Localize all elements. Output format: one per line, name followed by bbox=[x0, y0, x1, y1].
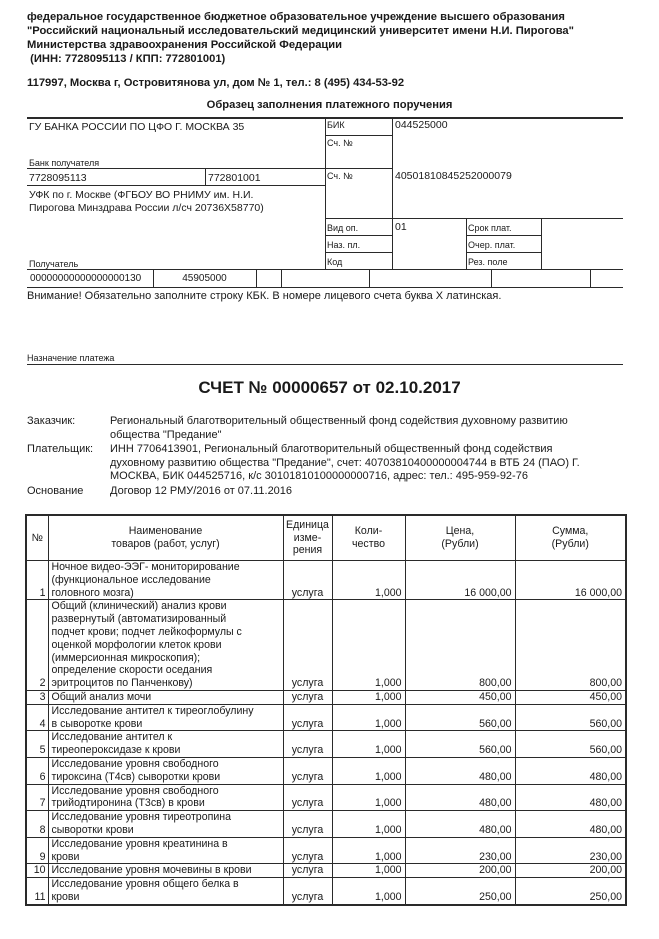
item-name-line: развернутый (автоматизированный bbox=[51, 613, 227, 626]
item-sum: 16 000,00 bbox=[515, 561, 626, 600]
customer-label: Заказчик: bbox=[27, 415, 76, 427]
item-name bbox=[48, 561, 283, 600]
vid-op-value: 01 bbox=[395, 221, 407, 233]
table-row bbox=[26, 690, 626, 704]
item-unit: услуга bbox=[283, 864, 332, 878]
item-name bbox=[48, 690, 283, 704]
rule bbox=[256, 269, 257, 287]
oktmo-value: 45905000 bbox=[182, 273, 227, 284]
payer-line-3: МОСКВА, БИК 044525716, к/с 30101810100000000716, адрес: тел.: 495-959-92-76 bbox=[110, 470, 528, 482]
item-name-line: подчет крови; подчет лейкоформулы с bbox=[51, 625, 242, 638]
item-price: 560,00 bbox=[405, 704, 515, 731]
rez-pole-label: Рез. поле bbox=[468, 257, 508, 267]
table-row bbox=[26, 878, 626, 905]
item-unit: услуга bbox=[283, 704, 332, 731]
item-price: 800,00 bbox=[405, 600, 515, 691]
item-name-line: Исследование уровня свободного bbox=[51, 784, 219, 797]
item-sum: 450,00 bbox=[515, 690, 626, 704]
item-qty: 1,000 bbox=[332, 784, 405, 811]
item-name-line: Исследование антител к bbox=[51, 731, 173, 744]
item-price: 200,00 bbox=[405, 864, 515, 878]
item-unit: услуга bbox=[283, 784, 332, 811]
item-name bbox=[48, 864, 283, 878]
table-row bbox=[26, 600, 626, 691]
item-name-line: определение скорости оседания bbox=[51, 664, 213, 677]
item-price: 480,00 bbox=[405, 811, 515, 838]
table-row bbox=[26, 811, 626, 838]
item-qty: 1,000 bbox=[332, 757, 405, 784]
item-qty: 1,000 bbox=[332, 864, 405, 878]
col-header-unit-line-3: рения bbox=[292, 544, 323, 557]
recipient-label: Получатель bbox=[29, 259, 79, 269]
item-qty: 1,000 bbox=[332, 731, 405, 758]
account-value: 40501810845252000079 bbox=[395, 170, 512, 182]
item-name-line: в сыворотке крови bbox=[51, 717, 143, 730]
item-price: 230,00 bbox=[405, 837, 515, 864]
kod-label: Код bbox=[327, 257, 343, 267]
col-header-name-line-1: Наименование bbox=[128, 525, 203, 538]
table-row bbox=[26, 704, 626, 731]
rule bbox=[325, 235, 392, 236]
kbk-value: 00000000000000000130 bbox=[30, 273, 142, 284]
customer-line-2: общества "Предание" bbox=[110, 428, 222, 441]
item-name-line: крови bbox=[51, 890, 80, 903]
invoice-title: СЧЕТ № 00000657 от 02.10.2017 bbox=[198, 378, 461, 397]
col-header-unit bbox=[283, 515, 332, 561]
payment-purpose-label: Назначение платежа bbox=[27, 353, 115, 363]
bik-label: БИК bbox=[327, 120, 345, 130]
rule bbox=[325, 117, 326, 269]
payer-value bbox=[110, 443, 630, 484]
item-name-line: Исследование антител к тиреоглобулину bbox=[51, 704, 254, 717]
naz-pl-label: Наз. пл. bbox=[327, 240, 361, 250]
recipient-name-line-1: УФК по г. Москве (ФГБОУ ВО РНИМУ им. Н.И. bbox=[29, 189, 254, 201]
payer-label: Плательщик: bbox=[27, 443, 94, 455]
item-name-line: Исследование уровня тиреотропина bbox=[51, 811, 231, 824]
table-row bbox=[26, 561, 626, 600]
item-name bbox=[48, 784, 283, 811]
rule bbox=[590, 269, 591, 287]
item-name bbox=[48, 811, 283, 838]
item-qty: 1,000 bbox=[332, 878, 405, 905]
item-qty: 1,000 bbox=[332, 811, 405, 838]
customer-line-1: Региональный благотворительный общественный фонд содействия духовному развитию bbox=[110, 415, 568, 427]
col-header-price bbox=[405, 515, 515, 561]
item-sum: 480,00 bbox=[515, 784, 626, 811]
org-name-line-3: Министерства здравоохранения Российской Федерации bbox=[27, 39, 343, 51]
item-name-line: Общий анализ мочи bbox=[51, 690, 152, 703]
row-number: 6 bbox=[26, 757, 48, 784]
item-name-line: (иммерсионная микроскопия); bbox=[51, 651, 201, 664]
kbk-warning: Внимание! Обязательно заполните строку КБК. В номере лицевого счета буква Х латинская. bbox=[27, 290, 502, 302]
item-name-line: сыворотки крови bbox=[51, 823, 134, 836]
rule bbox=[466, 218, 467, 269]
item-name-line: Исследование уровня мочевины в крови bbox=[51, 864, 252, 877]
col-header-price-line-2: (Рубли) bbox=[441, 538, 479, 550]
recipient-inn: 7728095113 bbox=[29, 172, 87, 184]
rule bbox=[541, 218, 542, 269]
item-name bbox=[48, 837, 283, 864]
org-inn-kpp: (ИНН: 7728095113 / КПП: 772801001) bbox=[27, 53, 226, 65]
item-name-line: тиреопероксидазе к крови bbox=[51, 744, 181, 757]
rule bbox=[325, 218, 623, 219]
rule bbox=[281, 269, 282, 287]
item-price: 480,00 bbox=[405, 784, 515, 811]
table-row bbox=[26, 864, 626, 878]
customer-value bbox=[110, 415, 630, 442]
item-qty: 1,000 bbox=[332, 704, 405, 731]
item-name-line: Исследование уровня креатинина в bbox=[51, 837, 228, 850]
item-name-line: (функциональное исследование bbox=[51, 573, 211, 586]
org-name-line-2: "Российский национальный исследовательский медицинский университет имени Н.И. Пирогова" bbox=[27, 25, 574, 37]
rule bbox=[491, 269, 492, 287]
col-header-qty bbox=[332, 515, 405, 561]
item-sum: 800,00 bbox=[515, 600, 626, 691]
table-row bbox=[26, 837, 626, 864]
table-row bbox=[26, 757, 626, 784]
col-header-unit-line-2: изме- bbox=[293, 531, 322, 544]
rule bbox=[466, 235, 541, 236]
item-unit: услуга bbox=[283, 878, 332, 905]
rule bbox=[392, 117, 393, 269]
item-price: 16 000,00 bbox=[405, 561, 515, 600]
col-header-qty-line-1: Коли- bbox=[354, 525, 383, 538]
bank-name: ГУ БАНКА РОССИИ ПО ЦФО Г. МОСКВА 35 bbox=[29, 121, 245, 133]
recipient-kpp: 772801001 bbox=[208, 172, 261, 184]
item-unit: услуга bbox=[283, 690, 332, 704]
row-number: 5 bbox=[26, 731, 48, 758]
item-unit: услуга bbox=[283, 811, 332, 838]
rule bbox=[27, 185, 325, 186]
item-name-line: Исследование уровня свободного bbox=[51, 757, 219, 770]
item-unit: услуга bbox=[283, 561, 332, 600]
item-qty: 1,000 bbox=[332, 837, 405, 864]
vid-op-label: Вид оп. bbox=[327, 223, 359, 233]
item-qty: 1,000 bbox=[332, 561, 405, 600]
item-name-line: эритроцитов по Панченкову) bbox=[51, 677, 193, 690]
item-unit: услуга bbox=[283, 731, 332, 758]
item-name-line: трийодтиронина (Т3св) в крови bbox=[51, 797, 205, 810]
row-number: 11 bbox=[26, 878, 48, 905]
col-header-unit-line-1: Единица bbox=[286, 518, 329, 531]
table-row bbox=[26, 731, 626, 758]
bik-value: 044525000 bbox=[395, 119, 448, 131]
items-table-body bbox=[26, 561, 626, 905]
col-header-name-line-2: товаров (работ, услуг) bbox=[111, 538, 220, 550]
item-unit: услуга bbox=[283, 600, 332, 691]
rule bbox=[466, 252, 541, 253]
org-address: 117997, Москва г, Островитянова ул, дом № 1, тел.: 8 (495) 434-53-92 bbox=[27, 77, 405, 89]
item-sum: 560,00 bbox=[515, 731, 626, 758]
rule bbox=[325, 252, 392, 253]
item-name-line: Общий (клинический) анализ крови bbox=[51, 600, 227, 613]
basis-value: Договор 12 РМУ/2016 от 07.11.2016 bbox=[110, 485, 293, 497]
item-name-line: Ночное видео-ЭЭГ- мониторирование bbox=[51, 561, 240, 573]
rule bbox=[27, 287, 623, 288]
row-number: 7 bbox=[26, 784, 48, 811]
item-price: 250,00 bbox=[405, 878, 515, 905]
col-header-name bbox=[48, 515, 283, 561]
rule bbox=[27, 364, 623, 365]
recipient-name-line-2: Пирогова Минздрава России л/сч 20736Х58770) bbox=[29, 202, 264, 214]
col-header-sum-line-2: (Рубли) bbox=[551, 538, 589, 550]
row-number: 4 bbox=[26, 704, 48, 731]
col-header-sum bbox=[515, 515, 626, 561]
payer-line-1: ИНН 7706413901, Региональный благотворительный общественный фонд содействия bbox=[110, 443, 553, 455]
item-price: 480,00 bbox=[405, 757, 515, 784]
basis-label: Основание bbox=[27, 485, 84, 497]
item-price: 450,00 bbox=[405, 690, 515, 704]
col-header-qty-line-2: чество bbox=[352, 538, 385, 550]
item-sum: 480,00 bbox=[515, 757, 626, 784]
item-qty: 1,000 bbox=[332, 600, 405, 691]
rule bbox=[369, 269, 370, 287]
ocher-plat-label: Очер. плат. bbox=[468, 240, 516, 250]
row-number: 10 bbox=[26, 864, 48, 878]
item-unit: услуга bbox=[283, 837, 332, 864]
item-unit: услуга bbox=[283, 757, 332, 784]
item-sum: 560,00 bbox=[515, 704, 626, 731]
corr-account-label: Сч. № bbox=[327, 138, 353, 148]
items-table bbox=[25, 514, 627, 906]
row-number: 9 bbox=[26, 837, 48, 864]
rule bbox=[325, 135, 392, 136]
col-header-sum-line-1: Сумма, bbox=[552, 525, 589, 538]
row-number: 1 bbox=[26, 561, 48, 600]
item-price: 560,00 bbox=[405, 731, 515, 758]
row-number: 8 bbox=[26, 811, 48, 838]
row-number: 2 bbox=[26, 600, 48, 691]
item-name bbox=[48, 878, 283, 905]
item-sum: 250,00 bbox=[515, 878, 626, 905]
account-label: Сч. № bbox=[327, 171, 353, 181]
bank-label: Банк получателя bbox=[29, 158, 100, 168]
item-name bbox=[48, 757, 283, 784]
item-name-line: тироксина (Т4св) сыворотки крови bbox=[51, 770, 221, 783]
items-table-header bbox=[26, 515, 626, 561]
item-sum: 480,00 bbox=[515, 811, 626, 838]
row-number: 3 bbox=[26, 690, 48, 704]
col-header-num: № bbox=[26, 515, 48, 561]
item-name-line: оценкой морфологии клеток крови bbox=[51, 638, 222, 651]
item-name bbox=[48, 600, 283, 691]
table-row bbox=[26, 784, 626, 811]
srok-plat-label: Срок плат. bbox=[468, 223, 512, 233]
item-name-line: головного мозга) bbox=[51, 586, 134, 599]
rule bbox=[27, 269, 623, 270]
payer-line-2: духовному развитию общества "Предание", счет: 40703810400000004744 в ВТБ 24 (ПАО) Г. bbox=[110, 456, 580, 469]
col-header-price-line-1: Цена, bbox=[445, 525, 475, 538]
payment-sample-title: Образец заполнения платежного поручения bbox=[206, 99, 453, 111]
org-name-line-1: федеральное государственное бюджетное образовательное учреждение высшего образования bbox=[27, 11, 565, 23]
rule bbox=[205, 168, 206, 185]
item-name-line: крови bbox=[51, 850, 80, 863]
item-sum: 200,00 bbox=[515, 864, 626, 878]
item-name-line: Исследование уровня общего белка в bbox=[51, 878, 239, 891]
item-name bbox=[48, 704, 283, 731]
item-sum: 230,00 bbox=[515, 837, 626, 864]
item-qty: 1,000 bbox=[332, 690, 405, 704]
item-name bbox=[48, 731, 283, 758]
